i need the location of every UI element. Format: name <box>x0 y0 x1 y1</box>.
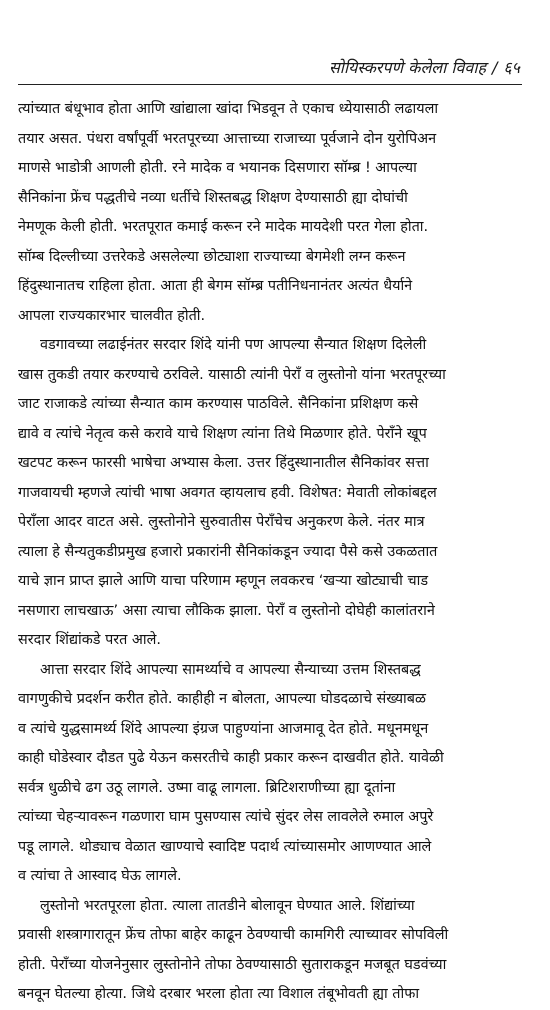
text-line: हिंदुस्थानातच राहिला होता. आता ही बेगम सॉम्ब्र पतीनिधनानंतर अत्यंत धैर्याने <box>18 278 413 294</box>
text-line: सैनिकांना फ्रेंच पद्धतीचे नव्या धर्तीचे शिस्तबद्ध शिक्षण देण्यासाठी ह्या दोघांची <box>18 189 408 206</box>
text-line: प्रवासी शस्त्रागारातून फ्रेंच तोफा बाहेर काढून ठेवण्याची कामगिरी त्याच्यावर सोपविली <box>18 927 449 943</box>
text-line: नसणारा लाचखाऊ’ असा त्याचा लौकिक झाला. पेरॉं व लुस्तोनो दोघेही कालांतराने <box>18 602 435 619</box>
text-line: होती. पेरॉंच्या योजनेनुसार लुस्तोनोने तोफा ठेवण्यासाठी सुताराकडून मजबूत घडवंच्या <box>18 956 447 973</box>
header-rule <box>18 84 522 85</box>
page-number: ६५ <box>503 58 520 77</box>
paragraph-start-line: वडगावच्या लढाईनंतर सरदार शिंदे यांनी पण आपल्या सैन्यात शिक्षण दिलेली <box>40 337 427 353</box>
text-line: खटपट करून फारसी भाषेचा अभ्यास केला. उत्तर हिंदुस्थानातील सैनिकांवर सत्ता <box>18 455 429 471</box>
text-line: पेरॉंला आदर वाटत असे. लुस्तोनोने सुरुवातीस पेरॉंचेच अनुकरण केले. नंतर मात्र <box>18 514 425 530</box>
text-line: त्याला हे सैन्यतुकडीप्रमुख हजारो प्रकारांनी सैनिकांकडून ज्यादा पैसे कसे उकळतात <box>18 543 438 560</box>
text-line: याचे ज्ञान प्राप्त झाले आणि याचा परिणाम म्हणून लवकरच ‘खऱ्या खोट्याची चाड <box>18 573 429 589</box>
text-line: त्यांच्यात बंधूभाव होता आणि खांद्याला खांदा भिडवून ते एकाच ध्येयासाठी लढायला <box>18 101 439 117</box>
text-line: बनवून घेतल्या होत्या. जिथे दरबार भरला होता त्या विशाल तंबूभोवती ह्या तोफा <box>18 986 420 1002</box>
text-line: वागणुकीचे प्रदर्शन करीत होते. काहीही न बोलता, आपल्या घोडदळाचे संख्याबळ <box>18 691 426 707</box>
text-line: गाजवायची म्हणजे त्यांची भाषा अवगत व्हायलाच हवी. विशेषत: मेवाती लोकांबद्दल <box>18 484 437 501</box>
text-line: तयार असत. पंधरा वर्षांपूर्वी भरतपूरच्या आत्ताच्या राजाच्या पूर्वजाने दोन युरोपिअन <box>18 130 437 147</box>
running-header <box>329 56 520 78</box>
text-line: सॉम्ब दिल्लीच्या उत्तरेकडे असलेल्या छोट्याशा राज्याच्या बेगमेशी लग्न करून <box>18 248 406 265</box>
text-line: काही घोडेस्वार दौडत पुढे येऊन कसरतीचे काही प्रकार करून दाखवीत होते. यावेळी <box>18 750 444 766</box>
text-line: द्यावे व त्यांचे नेतृत्व कसे करावे याचे शिक्षण त्यांना तिथे मिळणार होते. पेरॉंने खूप <box>18 425 427 442</box>
paragraph-start-line: आत्ता सरदार शिंदे आपल्या सामर्थ्याचे व आपल्या सैन्याच्या उत्तम शिस्तबद्ध <box>40 661 421 678</box>
text-line: जाट राजाकडे त्यांच्या सैन्यात काम करण्यास पाठविले. सैनिकांना प्रशिक्षण कसे <box>18 396 419 412</box>
chapter-title: सोयिस्करपणे केलेला विवाह <box>328 58 486 77</box>
text-line: पडू लागले. थोड्याच वेळात खाण्याचे स्वादिष्ट पदार्थ त्यांच्यासमोर आणण्यात आले <box>18 838 432 855</box>
text-line: माणसे भाडोत्री आणली होती. रने मादेक व भयानक दिसणारा सॉम्ब्र ! आपल्या <box>18 160 417 176</box>
text-line: सर्वत्र धुळीचे ढग उठू लागले. उष्मा वाढू लागला. ब्रिटिशराणीच्या ह्या दूतांना <box>18 779 396 796</box>
paragraph-start-line: लुस्तोनो भरतपूरला होता. त्याला तातडीने बोलावून घेण्यात आले. शिंद्यांच्या <box>40 897 415 914</box>
text-line: त्यांच्या चेहऱ्यावरून गळणारा घाम पुसण्यास त्यांचे सुंदर लेस लावलेले रुमाल अपुरे <box>18 809 434 825</box>
text-line: आपला राज्यकारभार चालवीत होती. <box>18 307 206 324</box>
text-line: व त्यांचा ते आस्वाद घेऊ लागले. <box>18 868 182 884</box>
text-line: व त्यांचे युद्धसामर्थ्य शिंदे आपल्या इंग्रज पाहुण्यांना आजमावू देत होते. मधूनमधून <box>18 720 429 737</box>
body-text <box>18 95 530 1010</box>
text-line: सरदार शिंद्यांकडे परत आले. <box>18 632 161 648</box>
header-separator: / <box>491 58 498 77</box>
text-line: खास तुकडी तयार करण्याचे ठरविले. यासाठी त्यांनी पेरॉं व लुस्तोनो यांना भरतपूरच्या <box>18 366 446 383</box>
text-line: नेमणूक केली होती. भरतपूरात कमाई करून रने मादेक मायदेशी परत गेला होता. <box>18 219 429 235</box>
